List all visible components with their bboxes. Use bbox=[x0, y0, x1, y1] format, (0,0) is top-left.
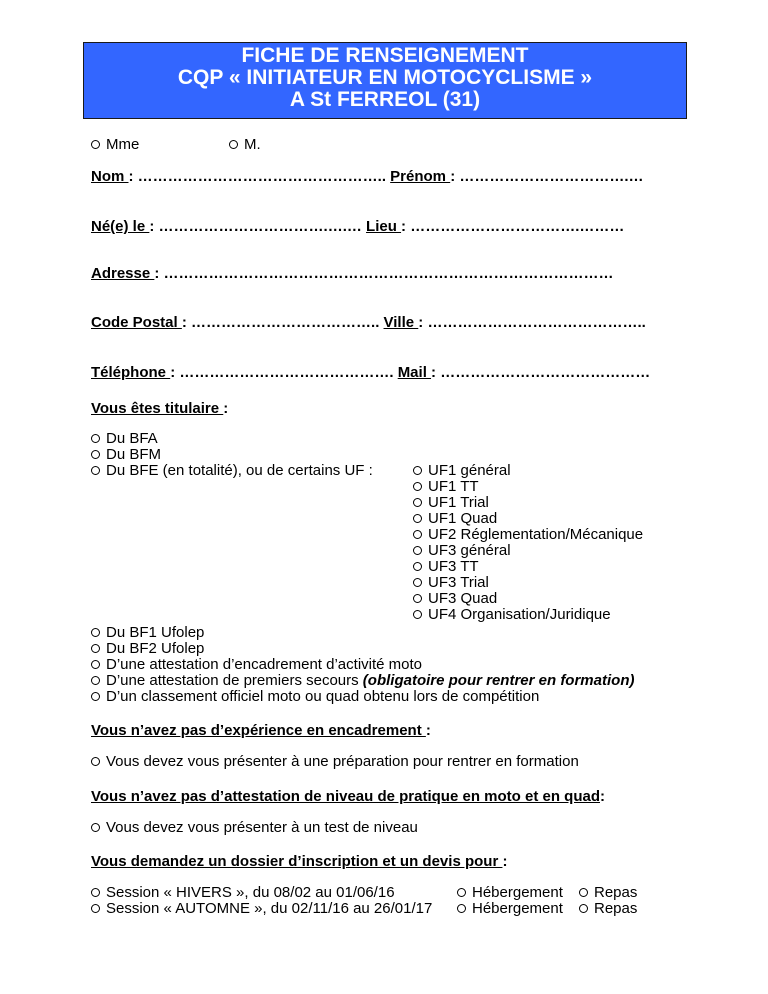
mail-label: Mail bbox=[397, 364, 432, 381]
radio-circle-icon bbox=[91, 450, 100, 459]
uf-label: UF3 général bbox=[428, 542, 511, 559]
cp-label: Code Postal bbox=[91, 314, 182, 331]
classement-label: D’un classement officiel moto ou quad obtenu lors de compétition bbox=[106, 688, 540, 705]
prenom-label: Prénom bbox=[390, 168, 451, 185]
radio-circle-icon bbox=[91, 628, 100, 637]
uf-label: UF3 Trial bbox=[428, 574, 489, 591]
radio-circle-icon bbox=[91, 823, 100, 832]
radio-circle-icon bbox=[413, 530, 422, 539]
dossier-heading-text: Vous demandez un dossier d’inscription et un devis pour bbox=[91, 853, 503, 870]
mail-field[interactable]: : …………………………………… bbox=[431, 364, 651, 381]
bfm-label: Du BFM bbox=[106, 446, 162, 463]
repas-option[interactable] bbox=[579, 900, 637, 917]
lieu-label: Lieu bbox=[366, 218, 402, 235]
mme-label: Mme bbox=[106, 136, 140, 153]
tel-field[interactable]: : ……………………………………. bbox=[170, 364, 398, 381]
adresse-line bbox=[91, 265, 614, 282]
radio-circle-icon bbox=[413, 498, 422, 507]
radio-circle-icon bbox=[413, 594, 422, 603]
bf2-label: Du BF2 Ufolep bbox=[106, 640, 205, 657]
cp-ville-line bbox=[91, 314, 646, 331]
radio-circle-icon bbox=[413, 562, 422, 571]
uf-option[interactable] bbox=[413, 542, 511, 559]
ne-field[interactable]: : …………………………….….… bbox=[149, 218, 367, 235]
bfa-option[interactable] bbox=[91, 430, 158, 447]
nom-prenom-line bbox=[91, 168, 644, 185]
uf-option[interactable] bbox=[413, 462, 511, 479]
titulaire-heading bbox=[91, 400, 228, 417]
nom-label: Nom bbox=[91, 168, 129, 185]
niveau-colon: : bbox=[599, 788, 605, 805]
radio-circle-icon bbox=[91, 904, 100, 913]
encadrement-option[interactable] bbox=[91, 656, 422, 673]
mme-option[interactable] bbox=[91, 136, 139, 153]
hebergement-option[interactable] bbox=[457, 900, 563, 917]
m-option[interactable] bbox=[229, 136, 261, 153]
bfe-option[interactable] bbox=[91, 462, 373, 479]
radio-circle-icon bbox=[91, 434, 100, 443]
repas-option[interactable] bbox=[579, 884, 637, 901]
lieu-field[interactable]: : …………………………….……… bbox=[401, 218, 625, 235]
radio-circle-icon bbox=[413, 546, 422, 555]
dossier-heading bbox=[91, 853, 507, 870]
preparation-option[interactable] bbox=[91, 753, 579, 770]
uf-option[interactable] bbox=[413, 606, 611, 623]
experience-heading-text: Vous n’avez pas d’expérience en encadrement bbox=[91, 722, 426, 739]
ville-field[interactable]: : …………………………………….. bbox=[418, 314, 646, 331]
uf-label: UF1 TT bbox=[428, 478, 479, 495]
bf1-option[interactable] bbox=[91, 624, 204, 641]
session-label: Session « AUTOMNE », du 02/11/16 au 26/01/17 bbox=[106, 900, 433, 917]
uf-label: UF4 Organisation/Juridique bbox=[428, 606, 611, 623]
header-subtitle: CQP « INITIATEUR EN MOTOCYCLISME » bbox=[177, 66, 593, 89]
ne-label: Né(e) le bbox=[91, 218, 150, 235]
bfe-label: Du BFE (en totalité), ou de certains UF : bbox=[106, 462, 373, 479]
repas-label: Repas bbox=[594, 900, 638, 917]
secours-option[interactable] bbox=[91, 672, 634, 689]
niveau-heading bbox=[91, 788, 605, 805]
repas-label: Repas bbox=[594, 884, 638, 901]
radio-circle-icon bbox=[457, 888, 466, 897]
header-location: A St FERREOL (31) bbox=[289, 88, 481, 111]
uf-label: UF1 général bbox=[428, 462, 511, 479]
radio-circle-icon bbox=[579, 904, 588, 913]
bfa-label: Du BFA bbox=[106, 430, 158, 447]
test-niveau-option[interactable] bbox=[91, 819, 418, 836]
naissance-line bbox=[91, 218, 624, 235]
adresse-label: Adresse bbox=[91, 265, 155, 282]
radio-circle-icon bbox=[229, 140, 238, 149]
tel-mail-line bbox=[91, 364, 650, 381]
bf2-option[interactable] bbox=[91, 640, 204, 657]
hebergement-label: Hébergement bbox=[472, 900, 563, 917]
radio-circle-icon bbox=[91, 644, 100, 653]
encadrement-label: D’une attestation d’encadrement d’activité moto bbox=[106, 656, 423, 673]
uf-label: UF3 TT bbox=[428, 558, 479, 575]
titulaire-colon: : bbox=[223, 400, 229, 417]
prenom-field[interactable]: : …………………………….… bbox=[450, 168, 644, 185]
experience-colon: : bbox=[425, 722, 431, 739]
header-title: FICHE DE RENSEIGNEMENT bbox=[241, 44, 529, 67]
radio-circle-icon bbox=[579, 888, 588, 897]
radio-circle-icon bbox=[457, 904, 466, 913]
radio-circle-icon bbox=[91, 692, 100, 701]
hebergement-label: Hébergement bbox=[472, 884, 563, 901]
cp-field[interactable]: : ……………………………….. bbox=[181, 314, 384, 331]
session-automne-option[interactable] bbox=[91, 900, 432, 917]
niveau-heading-text: Vous n’avez pas d’attestation de niveau de pratique en moto et en quad bbox=[91, 788, 600, 805]
adresse-field[interactable]: : ……………………………………………………………………………… bbox=[154, 265, 614, 282]
radio-circle-icon bbox=[413, 610, 422, 619]
bf1-label: Du BF1 Ufolep bbox=[106, 624, 205, 641]
tel-label: Téléphone bbox=[91, 364, 171, 381]
uf-label: UF3 Quad bbox=[428, 590, 498, 607]
uf-label: UF1 Quad bbox=[428, 510, 498, 527]
radio-circle-icon bbox=[91, 676, 100, 685]
radio-circle-icon bbox=[91, 660, 100, 669]
m-label: M. bbox=[244, 136, 261, 153]
radio-circle-icon bbox=[91, 140, 100, 149]
radio-circle-icon bbox=[91, 888, 100, 897]
session-label: Session « HIVERS », du 08/02 au 01/06/16 bbox=[106, 884, 395, 901]
dossier-colon: : bbox=[502, 853, 508, 870]
secours-label: D’une attestation de premiers secours bbox=[106, 672, 363, 689]
uf-option[interactable] bbox=[413, 574, 489, 591]
uf-label: UF2 Réglementation/Mécanique bbox=[428, 526, 644, 543]
uf-option[interactable] bbox=[413, 590, 497, 607]
radio-circle-icon bbox=[413, 578, 422, 587]
uf-label: UF1 Trial bbox=[428, 494, 489, 511]
uf-option[interactable] bbox=[413, 494, 489, 511]
preparation-label: Vous devez vous présenter à une préparation pour rentrer en formation bbox=[106, 753, 579, 770]
radio-circle-icon bbox=[413, 514, 422, 523]
ville-label: Ville bbox=[383, 314, 419, 331]
test-niveau-label: Vous devez vous présenter à un test de niveau bbox=[106, 819, 418, 836]
hebergement-option[interactable] bbox=[457, 884, 563, 901]
radio-circle-icon bbox=[91, 757, 100, 766]
uf-option[interactable] bbox=[413, 558, 479, 575]
nom-field[interactable]: : ………………………………………….. bbox=[128, 168, 391, 185]
radio-circle-icon bbox=[413, 466, 422, 475]
experience-heading bbox=[91, 722, 431, 739]
uf-option[interactable] bbox=[413, 478, 479, 495]
header-banner bbox=[83, 42, 687, 119]
uf-option[interactable] bbox=[413, 526, 643, 543]
secours-emphasis: (obligatoire pour rentrer en formation) bbox=[362, 672, 635, 689]
radio-circle-icon bbox=[91, 466, 100, 475]
classement-option[interactable] bbox=[91, 688, 539, 705]
bfm-option[interactable] bbox=[91, 446, 161, 463]
uf-option[interactable] bbox=[413, 510, 497, 527]
session-hivers-option[interactable] bbox=[91, 884, 395, 901]
titulaire-heading-text: Vous êtes titulaire bbox=[91, 400, 224, 417]
radio-circle-icon bbox=[413, 482, 422, 491]
